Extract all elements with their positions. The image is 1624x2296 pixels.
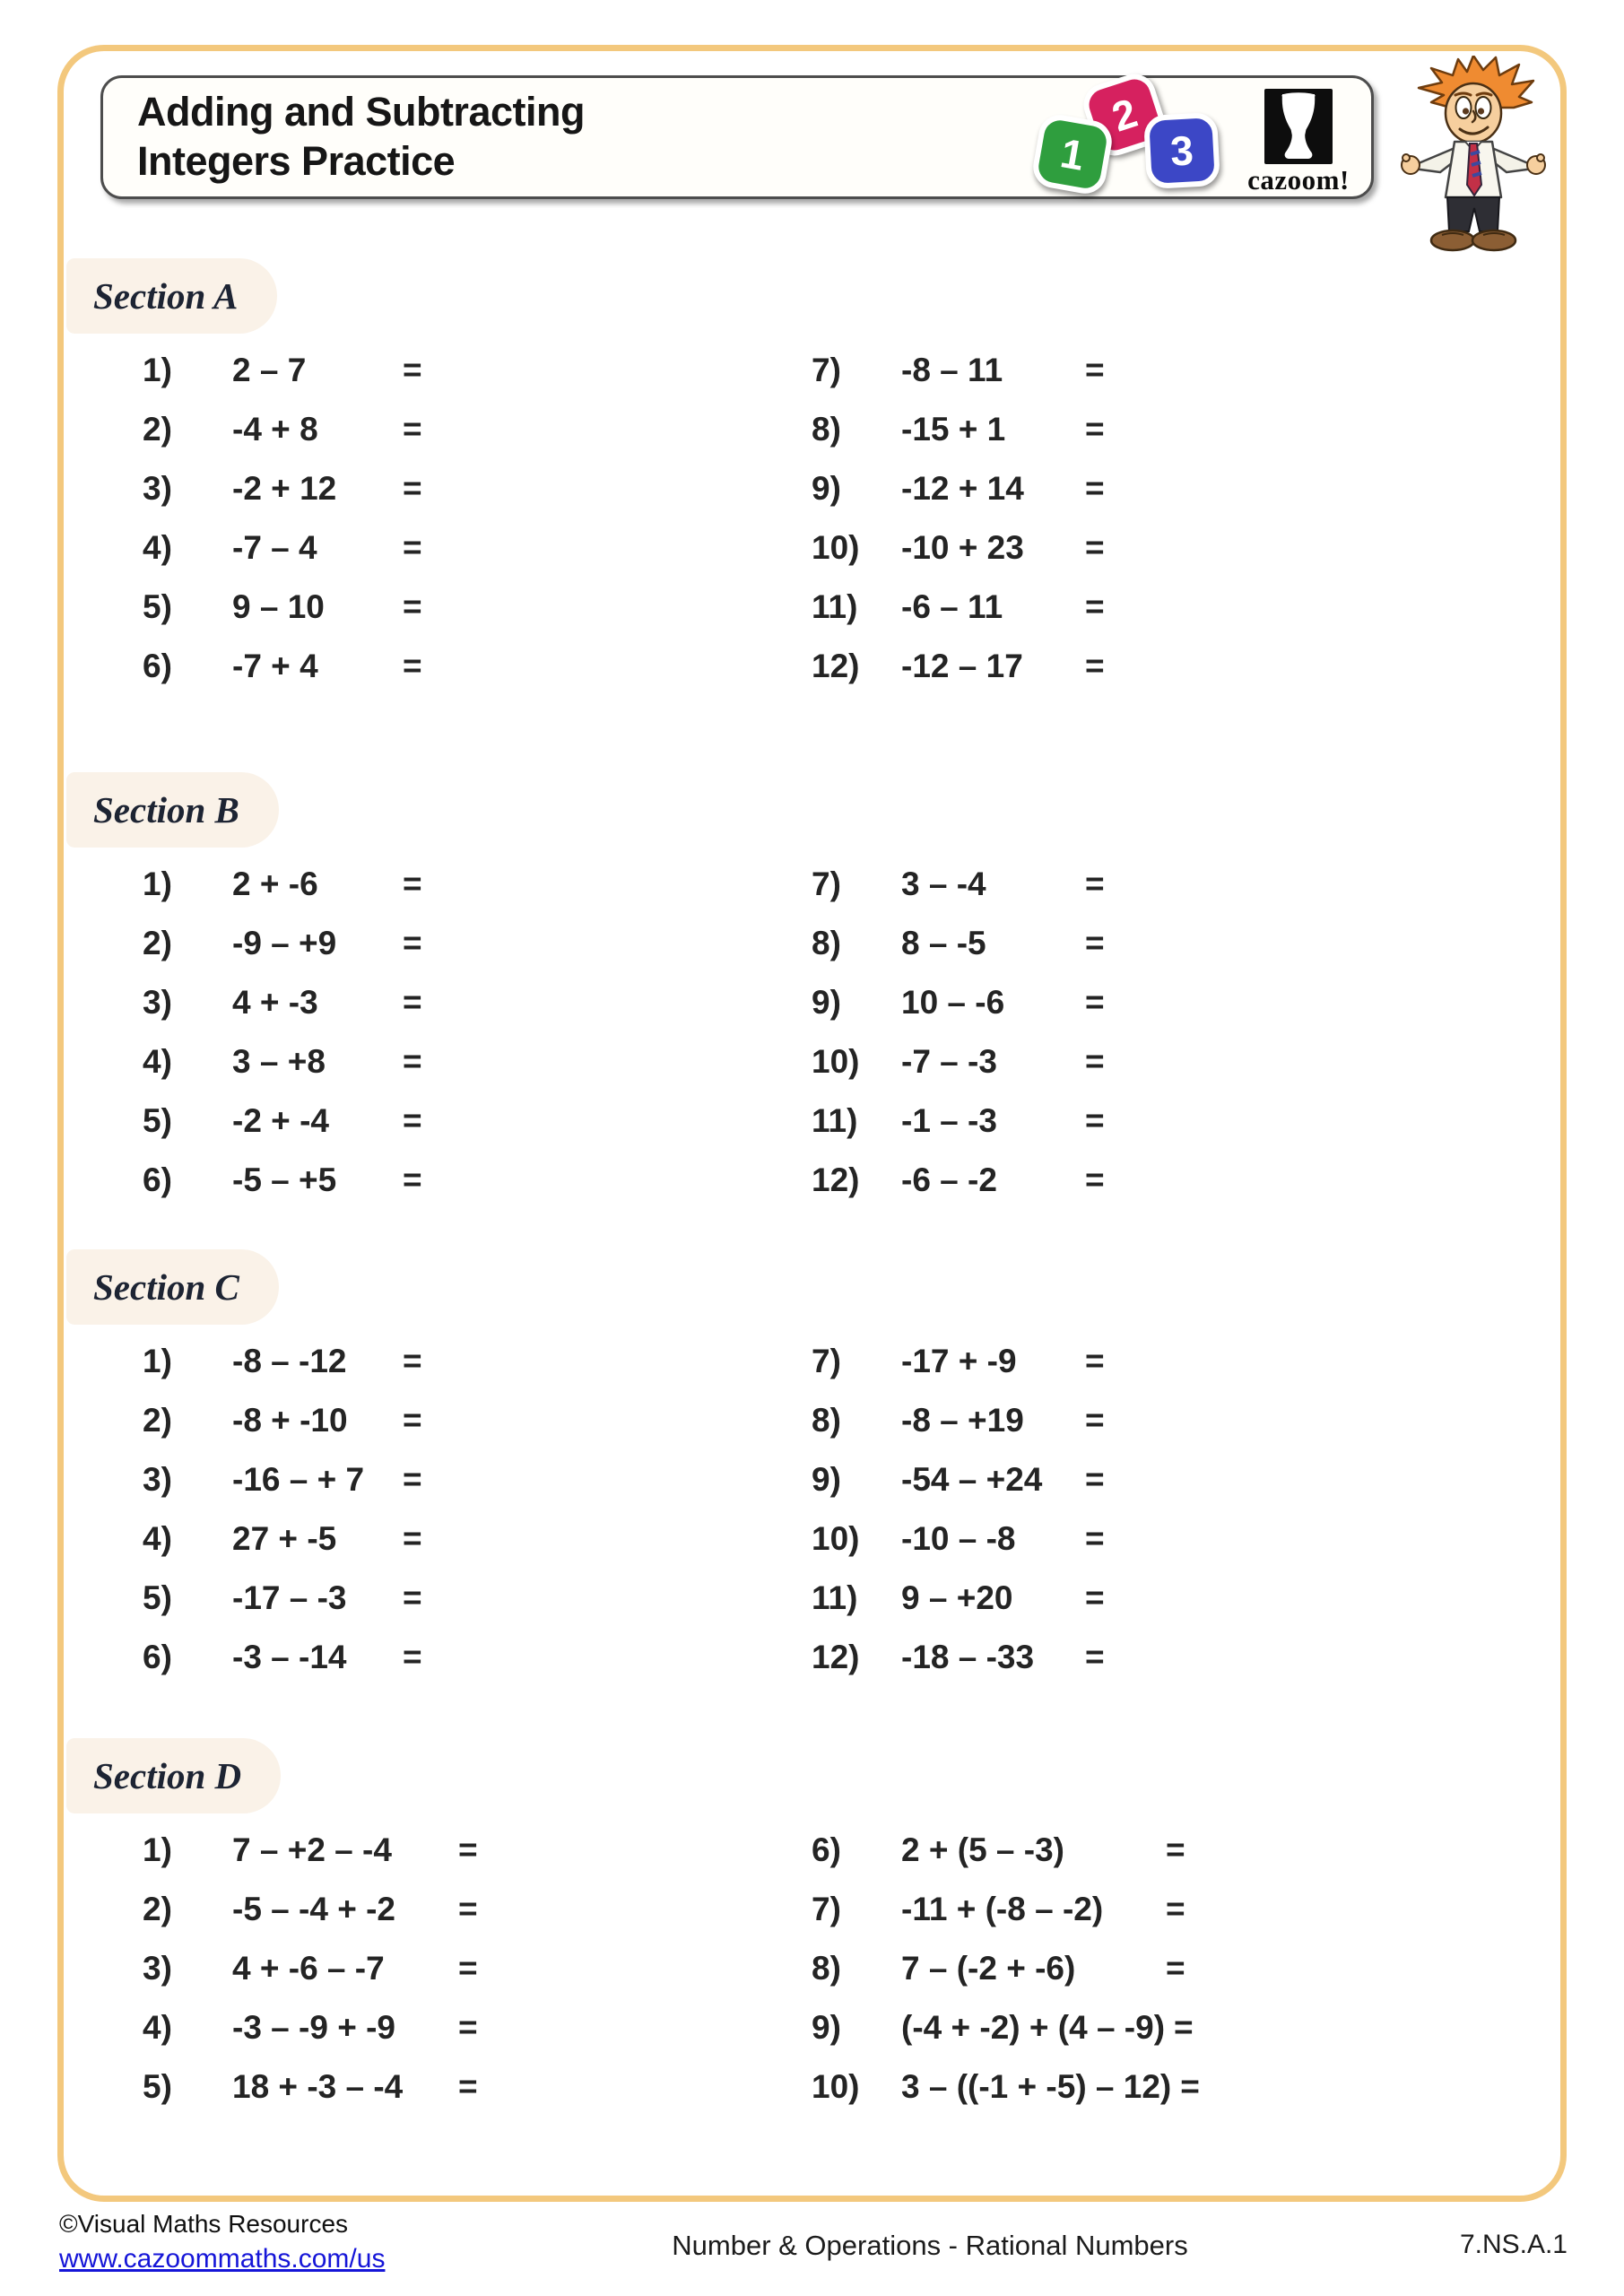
equals-sign: = [1166,1831,1185,1868]
problem-number: 2) [143,1402,172,1439]
problem-number: 4) [143,1043,172,1080]
problem-row [735,1628,1559,1687]
equals-sign: = [1085,984,1105,1021]
equals-sign: = [458,2009,478,2046]
problem-row [735,1569,1559,1628]
equals-sign: = [1085,1461,1105,1498]
problem-number: 6) [143,1161,172,1198]
section-b [66,772,1559,1210]
problem-expression: -12 – 17 [901,648,1023,684]
cazoom-wordmark: cazoom! [1247,164,1350,196]
problem-row [735,400,1559,459]
problem-row [735,1091,1559,1151]
problem-expression: -10 + 23 [901,529,1024,566]
problem-row [66,459,735,518]
problem-row [735,1391,1559,1450]
block-label: 2 [1106,89,1143,141]
equals-sign: = [458,1891,478,1927]
problem-number: 4) [143,2009,172,2046]
problem-number: 10) [812,1520,860,1557]
problem-expression: -7 – -3 [901,1043,997,1080]
problem-row [66,1391,735,1450]
title-line-1: Adding and Subtracting [137,89,585,135]
problem-row [735,855,1559,914]
problem-number: 4) [143,529,172,566]
equals-sign: = [1085,925,1105,961]
problem-row [735,2057,1559,2117]
standard-code: 7.NS.A.1 [1459,2230,1568,2259]
problem-grid [66,341,1559,696]
problem-row [66,578,735,637]
number-block-1-icon [1030,112,1116,197]
section-badge: Section D [66,1738,281,1813]
equals-sign: = [1085,1402,1105,1439]
equals-sign: = [403,1639,422,1675]
equals-sign: = [1085,588,1105,625]
problem-row [66,2057,735,2117]
problem-row [66,1332,735,1391]
problem-number: 4) [143,1520,172,1557]
problem-number: 9) [812,984,841,1021]
problem-expression: -1 – -3 [901,1102,997,1139]
problem-number: 5) [143,2068,172,2105]
problem-expression: 10 – -6 [901,984,1005,1021]
problem-expression: 9 – +20 [901,1579,1013,1616]
problem-row [735,1880,1559,1939]
title-line-2: Integers Practice [137,137,456,184]
equals-sign: = [458,1950,478,1987]
problem-number: 8) [812,1402,841,1439]
problem-number: 11) [812,588,858,625]
problem-grid [66,1821,1559,2117]
problem-row [66,973,735,1032]
problem-expression: -2 + 12 [232,470,337,507]
problem-row [66,1450,735,1509]
footer [59,2208,1568,2277]
equals-sign: = [1180,2068,1200,2105]
problem-expression: 2 + -6 [232,865,318,902]
problem-row [66,1509,735,1569]
problem-expression: -7 + 4 [232,648,318,684]
problem-number: 3) [143,1950,172,1987]
worksheet-title [137,88,585,187]
equals-sign: = [403,352,422,388]
problem-number: 2) [143,925,172,961]
section-c [66,1249,1559,1687]
problem-row [66,1151,735,1210]
equals-sign: = [403,529,422,566]
problem-expression: -5 – -4 + -2 [232,1891,396,1927]
equals-sign: = [403,470,422,507]
problem-expression: -9 – +9 [232,925,337,961]
problem-number: 6) [143,648,172,684]
section-badge: Section C [66,1249,279,1325]
problem-row [66,518,735,578]
problem-number: 12) [812,648,860,684]
problem-row [735,1151,1559,1210]
problem-row [66,637,735,696]
problem-expression: -7 – 4 [232,529,317,566]
equals-sign: = [458,2068,478,2105]
problem-grid [66,855,1559,1210]
problem-expression: -16 – + 7 [232,1461,365,1498]
problem-number: 5) [143,588,172,625]
problem-expression: 27 + -5 [232,1520,337,1557]
problem-row [735,1332,1559,1391]
problem-number: 6) [143,1639,172,1675]
equals-sign: = [1085,648,1105,684]
problem-expression: 9 – 10 [232,588,325,625]
problem-number: 3) [143,470,172,507]
problem-expression: 3 – -4 [901,865,986,902]
copyright-text: ©Visual Maths Resources [59,2210,349,2238]
problem-row [735,973,1559,1032]
equals-sign: = [403,984,422,1021]
problem-row [735,1032,1559,1091]
problem-number: 8) [812,925,841,961]
equals-sign: = [1085,529,1105,566]
number-block-3-icon [1143,112,1220,189]
problem-number: 9) [812,470,841,507]
equals-sign: = [1085,411,1105,448]
problem-number: 9) [812,2009,841,2046]
problem-expression: 4 + -3 [232,984,318,1021]
problem-expression: -8 – 11 [901,352,1003,388]
footer-credit [59,2208,445,2277]
equals-sign: = [1085,1161,1105,1198]
cazoom-drum-icon [1264,89,1333,164]
equals-sign: = [403,1461,422,1498]
problem-number: 12) [812,1639,860,1675]
problem-number: 11) [812,1579,858,1616]
problem-expression: 3 – ((-1 + -5) – 12) [901,2068,1172,2105]
problem-number: 5) [143,1579,172,1616]
equals-sign: = [403,588,422,625]
problem-row [66,1998,735,2057]
equals-sign: = [403,1043,422,1080]
problem-expression: -11 + (-8 – -2) [901,1891,1104,1927]
problem-expression: -2 + -4 [232,1102,329,1139]
problem-expression: -6 – 11 [901,588,1003,625]
problem-expression: -10 – -8 [901,1520,1016,1557]
problem-expression: (-4 + -2) + (4 – -9) [901,2009,1166,2046]
mascot-character [1388,56,1559,265]
equals-sign: = [403,925,422,961]
problem-row [66,341,735,400]
equals-sign: = [403,1402,422,1439]
equals-sign: = [1085,1043,1105,1080]
equals-sign: = [403,1343,422,1379]
problem-row [66,400,735,459]
problem-number: 11) [812,1102,858,1139]
footer-topic: Number & Operations - Rational Numbers [672,2230,1188,2261]
problem-row [66,1569,735,1628]
problem-expression: 2 – 7 [232,352,307,388]
website-link[interactable]: www.cazoommaths.com/us [59,2243,386,2274]
problem-row [735,341,1559,400]
problem-row [735,578,1559,637]
problem-number: 1) [143,1343,172,1379]
problem-number: 10) [812,2068,860,2105]
problem-number: 7) [812,1891,841,1927]
problem-expression: -3 – -9 + -9 [232,2009,396,2046]
problem-row [66,1821,735,1880]
equals-sign: = [403,411,422,448]
equals-sign: = [1085,1579,1105,1616]
problem-expression: -5 – +5 [232,1161,337,1198]
problem-expression: -17 + -9 [901,1343,1017,1379]
problem-number: 2) [143,411,172,448]
problem-row [735,459,1559,518]
problem-number: 8) [812,1950,841,1987]
equals-sign: = [403,648,422,684]
problem-expression: 7 – +2 – -4 [232,1831,392,1868]
equals-sign: = [458,1831,478,1868]
problem-row [735,1939,1559,1998]
problem-row [66,1939,735,1998]
problem-number: 6) [812,1831,841,1868]
problem-expression: -12 + 14 [901,470,1024,507]
problem-row [66,1091,735,1151]
problem-row [735,1821,1559,1880]
problem-number: 1) [143,352,172,388]
problem-row [735,637,1559,696]
block-label: 1 [1056,129,1089,179]
section-a [66,258,1559,696]
equals-sign: = [1166,1950,1185,1987]
problem-expression: -6 – -2 [901,1161,997,1198]
equals-sign: = [1085,1520,1105,1557]
problem-number: 1) [143,1831,172,1868]
equals-sign: = [1085,352,1105,388]
problem-number: 12) [812,1161,860,1198]
problem-row [66,1880,735,1939]
problem-expression: 7 – (-2 + -6) [901,1950,1076,1987]
problem-expression: -17 – -3 [232,1579,347,1616]
equals-sign: = [1085,1343,1105,1379]
problem-grid [66,1332,1559,1687]
problem-number: 1) [143,865,172,902]
equals-sign: = [1166,1891,1185,1927]
problem-expression: -54 – +24 [901,1461,1043,1498]
problem-row [66,1628,735,1687]
equals-sign: = [1085,865,1105,902]
problem-expression: -8 – +19 [901,1402,1024,1439]
problem-row [66,1032,735,1091]
section-d [66,1738,1559,2117]
problem-number: 2) [143,1891,172,1927]
problem-row [66,855,735,914]
problem-expression: -8 + -10 [232,1402,348,1439]
equals-sign: = [1174,2009,1194,2046]
problem-expression: 8 – -5 [901,925,986,961]
problem-number: 7) [812,865,841,902]
problem-number: 5) [143,1102,172,1139]
problem-number: 8) [812,411,841,448]
problem-expression: -8 – -12 [232,1343,347,1379]
problem-expression: -3 – -14 [232,1639,347,1675]
equals-sign: = [1085,1102,1105,1139]
problem-row [66,914,735,973]
problem-number: 3) [143,984,172,1021]
equals-sign: = [1085,470,1105,507]
problem-expression: -15 + 1 [901,411,1006,448]
problem-expression: 2 + (5 – -3) [901,1831,1065,1868]
problem-expression: 18 + -3 – -4 [232,2068,404,2105]
problem-expression: -18 – -33 [901,1639,1035,1675]
block-label: 3 [1168,126,1195,175]
equals-sign: = [403,1579,422,1616]
problem-number: 7) [812,1343,841,1379]
equals-sign: = [403,1520,422,1557]
problem-number: 9) [812,1461,841,1498]
problem-row [735,1450,1559,1509]
problem-expression: 3 – +8 [232,1043,326,1080]
problem-row [735,1509,1559,1569]
problem-row [735,1998,1559,2057]
problem-number: 7) [812,352,841,388]
section-badge: Section B [66,772,279,848]
problem-row [735,518,1559,578]
equals-sign: = [403,1161,422,1198]
problem-expression: 4 + -6 – -7 [232,1950,385,1987]
problem-expression: -4 + 8 [232,411,318,448]
cazoom-logo [1231,89,1366,196]
problem-row [735,914,1559,973]
worksheet-header [100,75,1374,199]
problem-number: 10) [812,529,860,566]
equals-sign: = [403,1102,422,1139]
problem-number: 10) [812,1043,860,1080]
equals-sign: = [403,865,422,902]
section-badge: Section A [66,258,277,334]
problem-number: 3) [143,1461,172,1498]
equals-sign: = [1085,1639,1105,1675]
